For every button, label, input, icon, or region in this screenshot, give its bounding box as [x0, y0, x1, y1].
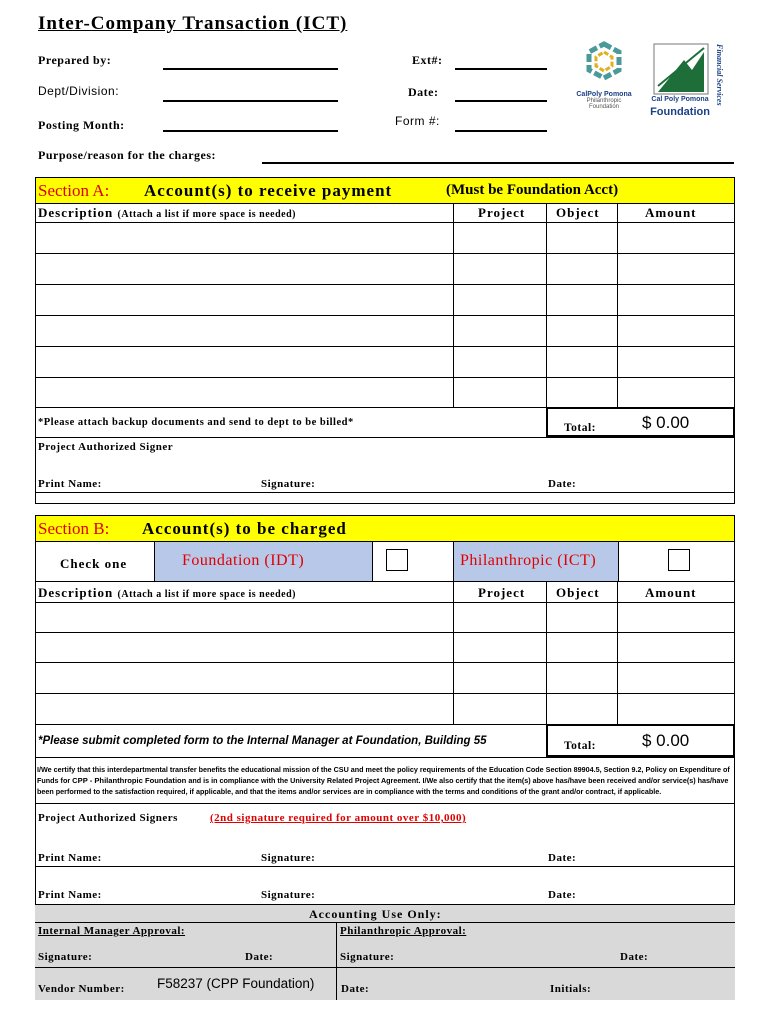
form-number-field[interactable] — [455, 118, 547, 132]
section-b-signers-label: Project Authorized Signers — [38, 812, 178, 824]
ext-label: Ext#: — [412, 53, 443, 67]
section-b-object-cells[interactable] — [548, 604, 616, 723]
mountain-icon — [650, 40, 712, 98]
internal-manager-approval-label: Internal Manager Approval: — [38, 925, 186, 937]
posting-month-field[interactable] — [163, 118, 338, 132]
vendor-number-label: Vendor Number: — [38, 983, 125, 995]
section-a-note: (Must be Foundation Acct) — [446, 182, 619, 198]
section-b-project-header: Project — [478, 585, 526, 600]
section-b-amount-cells[interactable] — [619, 604, 733, 723]
section-a-date-label: Date: — [548, 478, 577, 490]
section-a-backup-note: *Please attach backup documents and send to dept to be billed* — [38, 417, 354, 428]
section-b-signers-note: (2nd signature required for amount over $10,000) — [210, 812, 467, 824]
prepared-by-field[interactable] — [163, 56, 338, 70]
check-one-label: Check one — [60, 556, 128, 571]
internal-manager-signature-label: Signature: — [38, 951, 93, 963]
date-label: Date: — [408, 85, 439, 99]
accounting-use-title: Accounting Use Only: — [309, 907, 442, 921]
philanthropic-option-label: Philanthropic (ICT) — [460, 552, 597, 569]
section-b-title: Account(s) to be charged — [142, 519, 347, 538]
dept-division-field[interactable] — [163, 88, 338, 102]
section-a-signer-label: Project Authorized Signer — [38, 441, 174, 453]
section-a-object-cells[interactable] — [548, 224, 616, 406]
section-a-amount-header: Amount — [645, 205, 697, 220]
prepared-by-label: Prepared by: — [38, 53, 112, 67]
section-a-label: Section A: — [38, 181, 110, 200]
section-a-header — [35, 177, 735, 204]
signer-2-print-name-label: Print Name: — [38, 889, 102, 901]
section-a-print-name-label: Print Name: — [38, 478, 102, 490]
cpp-hexagon-icon — [568, 40, 640, 86]
section-a-object-header: Object — [556, 205, 600, 220]
signer-2-signature-label: Signature: — [261, 889, 316, 901]
foundation-financial-services-logo: Cal Poly Pomona Foundation Financial Services — [650, 40, 725, 128]
purpose-label: Purpose/reason for the charges: — [38, 148, 217, 162]
date-field[interactable] — [455, 88, 547, 102]
section-b-description-cells[interactable] — [37, 604, 451, 723]
section-b-submit-note: *Please submit completed form to the Internal Manager at Foundation, Building 55 — [38, 735, 487, 747]
section-a-signature-label: Signature: — [261, 478, 316, 490]
signer-1-print-name-label: Print Name: — [38, 852, 102, 864]
cpp-philanthropic-logo: CalPoly Pomona Philanthropic Foundation — [568, 40, 640, 125]
section-a-amount-cells[interactable] — [619, 224, 733, 406]
section-a-title: Account(s) to receive payment — [144, 181, 393, 200]
section-b-total-label: Total: — [564, 740, 596, 752]
section-b-object-header: Object — [556, 585, 600, 600]
philanthropic-checkbox[interactable] — [668, 549, 690, 571]
dept-division-label: Dept/Division: — [38, 84, 120, 98]
signer-1-date-label: Date: — [548, 852, 577, 864]
section-a-project-header: Project — [478, 205, 526, 220]
foundation-checkbox[interactable] — [386, 549, 408, 571]
purpose-field[interactable] — [262, 150, 734, 164]
section-b-total-value: $ 0.00 — [642, 731, 690, 750]
certification-text: I/We certify that this interdepartmental transfer benefits the educational mission of the CSU and meet the policy requirements of the Education Code Section 89904.5, Section 9.2, Policy on Expenditure of Funds for CPP - Philanthropic Foundation and is in compliance with the University Related Project Agreement. I/We also certify that the item(s) above has/have been received and/or service(s) has/have been performed to the satisfaction required, if applicable, and that the items and/or services are in compliance with the terms and conditions of the grant and/or contract, if applicable. — [37, 765, 730, 796]
signer-2-date-label: Date: — [548, 889, 577, 901]
accounting-date-label: Date: — [341, 983, 370, 995]
internal-manager-date-label: Date: — [245, 951, 274, 963]
section-b-description-header: Description (Attach a list if more space is needed) — [38, 585, 296, 600]
philanthropic-date-label: Date: — [620, 951, 649, 963]
vendor-number-value: F58237 (CPP Foundation) — [157, 976, 315, 991]
section-b-label: Section B: — [38, 519, 110, 538]
philanthropic-approval-label: Philanthropic Approval: — [340, 925, 467, 937]
form-number-label: Form #: — [395, 114, 440, 128]
section-b-amount-header: Amount — [645, 585, 697, 600]
ext-field[interactable] — [455, 56, 547, 70]
section-a-description-header: Description (Attach a list if more space is needed) — [38, 205, 296, 220]
section-b-project-cells[interactable] — [455, 604, 545, 723]
section-b-header — [35, 515, 735, 542]
philanthropic-signature-label: Signature: — [340, 951, 395, 963]
form-title: Inter-Company Transaction (ICT) — [38, 13, 348, 34]
section-a-description-cells[interactable] — [37, 224, 451, 406]
signer-1-signature-label: Signature: — [261, 852, 316, 864]
foundation-option-label: Foundation (IDT) — [182, 552, 305, 569]
posting-month-label: Posting Month: — [38, 118, 125, 132]
section-a-project-cells[interactable] — [455, 224, 545, 406]
section-a-total-value: $ 0.00 — [642, 413, 690, 432]
initials-label: Initials: — [550, 983, 592, 995]
section-a-total-label: Total: — [564, 422, 596, 434]
